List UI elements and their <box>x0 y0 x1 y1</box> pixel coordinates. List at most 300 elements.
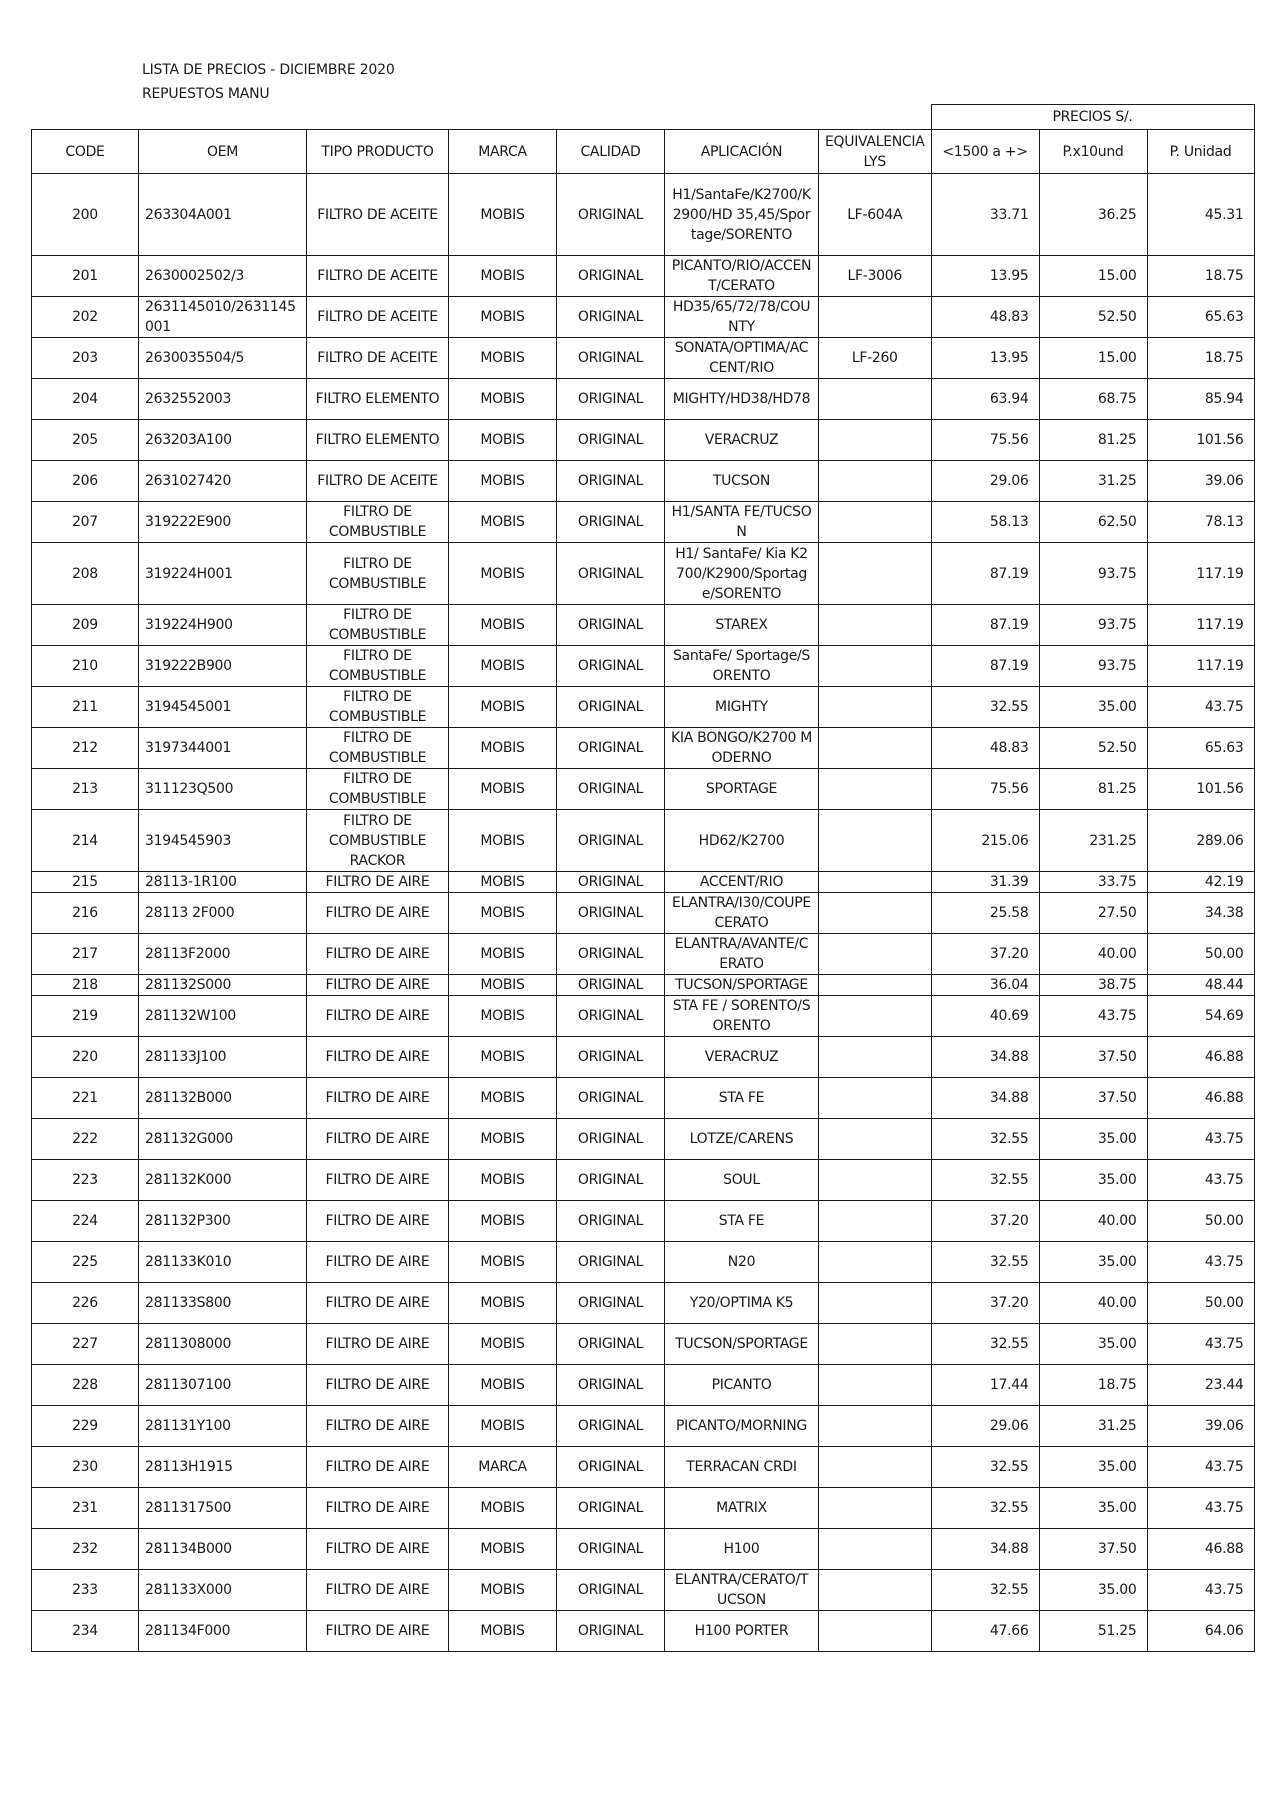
cell-oem: 2811317500 <box>139 1488 307 1529</box>
cell-equivalencia <box>819 1570 932 1611</box>
cell-price-unit: 117.19 <box>1147 605 1254 646</box>
cell-code: 218 <box>32 975 139 996</box>
cell-code: 232 <box>32 1529 139 1570</box>
cell-aplicacion: PICANTO/RIO/ACCENT/CERATO <box>665 256 819 297</box>
cell-code: 231 <box>32 1488 139 1529</box>
cell-equivalencia: LF-604A <box>819 174 932 256</box>
cell-price-unit: 43.75 <box>1147 1324 1254 1365</box>
cell-code: 225 <box>32 1242 139 1283</box>
cell-equivalencia <box>819 872 932 893</box>
cell-tipo: FILTRO DE AIRE <box>307 1283 449 1324</box>
cell-tipo: FILTRO DE COMBUSTIBLE <box>307 543 449 605</box>
table-row <box>32 1406 1255 1447</box>
cell-price-1500: 48.83 <box>931 728 1039 769</box>
table-row <box>32 1447 1255 1488</box>
cell-price-x10: 93.75 <box>1039 543 1147 605</box>
cell-tipo: FILTRO DE AIRE <box>307 1447 449 1488</box>
cell-aplicacion: ELANTRA/CERATO/TUCSON <box>665 1570 819 1611</box>
cell-price-1500: 40.69 <box>931 996 1039 1037</box>
cell-oem: 319222E900 <box>139 502 307 543</box>
cell-marca: MOBIS <box>449 338 557 379</box>
cell-marca: MOBIS <box>449 379 557 420</box>
cell-price-unit: 289.06 <box>1147 810 1254 872</box>
table-row <box>32 1570 1255 1611</box>
cell-oem: 281132K000 <box>139 1160 307 1201</box>
cell-price-unit: 65.63 <box>1147 728 1254 769</box>
cell-marca: MOBIS <box>449 605 557 646</box>
cell-calidad: ORIGINAL <box>557 543 665 605</box>
cell-price-1500: 32.55 <box>931 687 1039 728</box>
cell-code: 201 <box>32 256 139 297</box>
cell-marca: MOBIS <box>449 975 557 996</box>
cell-price-x10: 37.50 <box>1039 1078 1147 1119</box>
cell-oem: 319222B900 <box>139 646 307 687</box>
cell-price-x10: 81.25 <box>1039 420 1147 461</box>
cell-price-unit: 101.56 <box>1147 420 1254 461</box>
cell-code: 223 <box>32 1160 139 1201</box>
cell-price-unit: 117.19 <box>1147 646 1254 687</box>
column-header-price-1500: <1500 a +> <box>931 130 1039 174</box>
cell-tipo: FILTRO DE ACEITE <box>307 461 449 502</box>
cell-marca: MOBIS <box>449 174 557 256</box>
cell-price-x10: 81.25 <box>1039 769 1147 810</box>
cell-tipo: FILTRO DE AIRE <box>307 996 449 1037</box>
cell-equivalencia <box>819 379 932 420</box>
cell-code: 206 <box>32 461 139 502</box>
cell-calidad: ORIGINAL <box>557 872 665 893</box>
cell-code: 228 <box>32 1365 139 1406</box>
cell-marca: MOBIS <box>449 1570 557 1611</box>
cell-price-unit: 43.75 <box>1147 1119 1254 1160</box>
cell-calidad: ORIGINAL <box>557 1611 665 1652</box>
column-header-aplicacion: APLICACIÓN <box>665 130 819 174</box>
cell-marca: MOBIS <box>449 769 557 810</box>
cell-price-x10: 52.50 <box>1039 728 1147 769</box>
column-header-tipo-producto: TIPO PRODUCTO <box>307 130 449 174</box>
cell-oem: 28113H1915 <box>139 1447 307 1488</box>
cell-calidad: ORIGINAL <box>557 996 665 1037</box>
cell-aplicacion: ACCENT/RIO <box>665 872 819 893</box>
cell-marca: MOBIS <box>449 1037 557 1078</box>
cell-code: 207 <box>32 502 139 543</box>
document-header <box>142 58 395 106</box>
cell-oem: 281133S800 <box>139 1283 307 1324</box>
cell-calidad: ORIGINAL <box>557 975 665 996</box>
cell-calidad: ORIGINAL <box>557 810 665 872</box>
cell-oem: 3194545001 <box>139 687 307 728</box>
cell-price-x10: 35.00 <box>1039 1447 1147 1488</box>
cell-price-x10: 52.50 <box>1039 297 1147 338</box>
cell-tipo: FILTRO DE ACEITE <box>307 297 449 338</box>
cell-price-x10: 93.75 <box>1039 605 1147 646</box>
cell-aplicacion: H1/SANTA FE/TUCSON <box>665 502 819 543</box>
cell-marca: MOBIS <box>449 934 557 975</box>
cell-price-1500: 31.39 <box>931 872 1039 893</box>
cell-price-x10: 15.00 <box>1039 338 1147 379</box>
cell-price-1500: 75.56 <box>931 420 1039 461</box>
cell-price-unit: 50.00 <box>1147 934 1254 975</box>
cell-equivalencia <box>819 810 932 872</box>
cell-equivalencia <box>819 1447 932 1488</box>
cell-code: 214 <box>32 810 139 872</box>
cell-tipo: FILTRO DE AIRE <box>307 1365 449 1406</box>
cell-price-unit: 43.75 <box>1147 1570 1254 1611</box>
cell-code: 226 <box>32 1283 139 1324</box>
cell-tipo: FILTRO DE AIRE <box>307 1242 449 1283</box>
cell-price-x10: 231.25 <box>1039 810 1147 872</box>
cell-code: 216 <box>32 893 139 934</box>
cell-aplicacion: STA FE / SORENTO/SORENTO <box>665 996 819 1037</box>
cell-aplicacion: H100 PORTER <box>665 1611 819 1652</box>
cell-price-x10: 36.25 <box>1039 174 1147 256</box>
table-row <box>32 1488 1255 1529</box>
cell-tipo: FILTRO ELEMENTO <box>307 420 449 461</box>
cell-price-1500: 87.19 <box>931 646 1039 687</box>
precios-group-header: PRECIOS S/. <box>931 105 1254 130</box>
cell-oem: 281133K010 <box>139 1242 307 1283</box>
cell-marca: MARCA <box>449 1447 557 1488</box>
cell-tipo: FILTRO DE AIRE <box>307 1529 449 1570</box>
cell-price-unit: 50.00 <box>1147 1201 1254 1242</box>
cell-tipo: FILTRO DE COMBUSTIBLE <box>307 728 449 769</box>
cell-oem: 281133X000 <box>139 1570 307 1611</box>
cell-price-1500: 34.88 <box>931 1529 1039 1570</box>
cell-price-x10: 40.00 <box>1039 1201 1147 1242</box>
cell-equivalencia <box>819 975 932 996</box>
cell-price-unit: 46.88 <box>1147 1529 1254 1570</box>
cell-tipo: FILTRO DE COMBUSTIBLE <box>307 605 449 646</box>
cell-marca: MOBIS <box>449 420 557 461</box>
table-row <box>32 1611 1255 1652</box>
cell-price-x10: 40.00 <box>1039 1283 1147 1324</box>
table-row <box>32 543 1255 605</box>
table-row <box>32 502 1255 543</box>
cell-equivalencia <box>819 728 932 769</box>
cell-oem: 281132W100 <box>139 996 307 1037</box>
cell-aplicacion: MIGHTY/HD38/HD78 <box>665 379 819 420</box>
cell-price-1500: 25.58 <box>931 893 1039 934</box>
cell-price-unit: 46.88 <box>1147 1037 1254 1078</box>
table-row <box>32 1529 1255 1570</box>
cell-price-unit: 46.88 <box>1147 1078 1254 1119</box>
cell-calidad: ORIGINAL <box>557 769 665 810</box>
table-row <box>32 934 1255 975</box>
cell-equivalencia <box>819 996 932 1037</box>
cell-oem: 263203A100 <box>139 420 307 461</box>
cell-price-x10: 31.25 <box>1039 461 1147 502</box>
cell-code: 230 <box>32 1447 139 1488</box>
cell-calidad: ORIGINAL <box>557 1406 665 1447</box>
cell-calidad: ORIGINAL <box>557 1283 665 1324</box>
cell-price-x10: 93.75 <box>1039 646 1147 687</box>
cell-tipo: FILTRO DE AIRE <box>307 1406 449 1447</box>
cell-equivalencia <box>819 893 932 934</box>
table-row <box>32 461 1255 502</box>
cell-calidad: ORIGINAL <box>557 1078 665 1119</box>
cell-equivalencia <box>819 1529 932 1570</box>
cell-equivalencia <box>819 1160 932 1201</box>
cell-marca: MOBIS <box>449 1242 557 1283</box>
cell-price-unit: 117.19 <box>1147 543 1254 605</box>
cell-price-1500: 17.44 <box>931 1365 1039 1406</box>
cell-price-unit: 48.44 <box>1147 975 1254 996</box>
cell-aplicacion: PICANTO <box>665 1365 819 1406</box>
cell-price-x10: 37.50 <box>1039 1529 1147 1570</box>
cell-oem: 2631145010/2631145001 <box>139 297 307 338</box>
cell-tipo: FILTRO DE AIRE <box>307 1119 449 1160</box>
table-row <box>32 297 1255 338</box>
cell-oem: 319224H001 <box>139 543 307 605</box>
cell-price-x10: 33.75 <box>1039 872 1147 893</box>
cell-price-unit: 43.75 <box>1147 1160 1254 1201</box>
cell-price-1500: 58.13 <box>931 502 1039 543</box>
cell-price-x10: 15.00 <box>1039 256 1147 297</box>
cell-code: 210 <box>32 646 139 687</box>
cell-marca: MOBIS <box>449 1283 557 1324</box>
cell-tipo: FILTRO DE COMBUSTIBLE <box>307 502 449 543</box>
cell-price-unit: 42.19 <box>1147 872 1254 893</box>
table-row <box>32 687 1255 728</box>
column-header-price-x10: P.x10und <box>1039 130 1147 174</box>
cell-price-unit: 34.38 <box>1147 893 1254 934</box>
cell-price-unit: 23.44 <box>1147 1365 1254 1406</box>
cell-calidad: ORIGINAL <box>557 1570 665 1611</box>
cell-tipo: FILTRO DE ACEITE <box>307 338 449 379</box>
cell-calidad: ORIGINAL <box>557 297 665 338</box>
cell-oem: 2630002502/3 <box>139 256 307 297</box>
document-subtitle: REPUESTOS MANU <box>142 86 270 102</box>
table-row <box>32 810 1255 872</box>
cell-oem: 3194545903 <box>139 810 307 872</box>
table-row <box>32 1160 1255 1201</box>
cell-calidad: ORIGINAL <box>557 1365 665 1406</box>
column-header-marca: MARCA <box>449 130 557 174</box>
cell-calidad: ORIGINAL <box>557 461 665 502</box>
cell-equivalencia <box>819 934 932 975</box>
cell-price-1500: 34.88 <box>931 1078 1039 1119</box>
table-row <box>32 420 1255 461</box>
cell-equivalencia <box>819 420 932 461</box>
cell-aplicacion: H100 <box>665 1529 819 1570</box>
cell-tipo: FILTRO DE COMBUSTIBLE <box>307 687 449 728</box>
cell-equivalencia: LF-260 <box>819 338 932 379</box>
table-row <box>32 1242 1255 1283</box>
cell-calidad: ORIGINAL <box>557 1488 665 1529</box>
cell-calidad: ORIGINAL <box>557 256 665 297</box>
cell-price-1500: 87.19 <box>931 605 1039 646</box>
cell-price-1500: 48.83 <box>931 297 1039 338</box>
cell-equivalencia <box>819 769 932 810</box>
cell-equivalencia <box>819 1488 932 1529</box>
table-row <box>32 893 1255 934</box>
cell-price-unit: 50.00 <box>1147 1283 1254 1324</box>
table-row <box>32 256 1255 297</box>
cell-aplicacion: KIA BONGO/K2700 MODERNO <box>665 728 819 769</box>
cell-calidad: ORIGINAL <box>557 1119 665 1160</box>
table-row <box>32 1119 1255 1160</box>
cell-price-x10: 35.00 <box>1039 1570 1147 1611</box>
group-header-row <box>32 105 1255 130</box>
cell-price-1500: 37.20 <box>931 934 1039 975</box>
cell-equivalencia <box>819 1242 932 1283</box>
table-row <box>32 1283 1255 1324</box>
table-row <box>32 728 1255 769</box>
cell-code: 208 <box>32 543 139 605</box>
cell-calidad: ORIGINAL <box>557 379 665 420</box>
cell-oem: 3197344001 <box>139 728 307 769</box>
cell-equivalencia <box>819 297 932 338</box>
cell-tipo: FILTRO DE AIRE <box>307 1324 449 1365</box>
cell-oem: 281132G000 <box>139 1119 307 1160</box>
cell-code: 213 <box>32 769 139 810</box>
cell-oem: 2811307100 <box>139 1365 307 1406</box>
cell-oem: 2632552003 <box>139 379 307 420</box>
cell-price-unit: 85.94 <box>1147 379 1254 420</box>
price-table <box>31 104 1255 1652</box>
cell-price-unit: 18.75 <box>1147 256 1254 297</box>
cell-equivalencia <box>819 1037 932 1078</box>
cell-marca: MOBIS <box>449 256 557 297</box>
cell-price-unit: 39.06 <box>1147 1406 1254 1447</box>
cell-oem: 28113 2F000 <box>139 893 307 934</box>
cell-marca: MOBIS <box>449 646 557 687</box>
cell-marca: MOBIS <box>449 872 557 893</box>
cell-price-x10: 35.00 <box>1039 1119 1147 1160</box>
cell-equivalencia <box>819 1283 932 1324</box>
cell-aplicacion: Y20/OPTIMA K5 <box>665 1283 819 1324</box>
cell-calidad: ORIGINAL <box>557 1529 665 1570</box>
cell-calidad: ORIGINAL <box>557 420 665 461</box>
cell-price-1500: 32.55 <box>931 1324 1039 1365</box>
table-row <box>32 1201 1255 1242</box>
cell-code: 219 <box>32 996 139 1037</box>
cell-oem: 263304A001 <box>139 174 307 256</box>
cell-tipo: FILTRO DE AIRE <box>307 1160 449 1201</box>
cell-oem: 281132S000 <box>139 975 307 996</box>
cell-code: 233 <box>32 1570 139 1611</box>
cell-equivalencia: LF-3006 <box>819 256 932 297</box>
cell-equivalencia <box>819 543 932 605</box>
cell-price-x10: 40.00 <box>1039 934 1147 975</box>
cell-price-x10: 27.50 <box>1039 893 1147 934</box>
cell-code: 217 <box>32 934 139 975</box>
cell-equivalencia <box>819 1365 932 1406</box>
cell-price-x10: 35.00 <box>1039 687 1147 728</box>
cell-oem: 281133J100 <box>139 1037 307 1078</box>
cell-oem: 2631027420 <box>139 461 307 502</box>
cell-marca: MOBIS <box>449 1406 557 1447</box>
cell-aplicacion: H1/ SantaFe/ Kia K2700/K2900/Sportage/SORENTO <box>665 543 819 605</box>
cell-calidad: ORIGINAL <box>557 502 665 543</box>
cell-calidad: ORIGINAL <box>557 1160 665 1201</box>
table-row <box>32 1324 1255 1365</box>
cell-price-unit: 43.75 <box>1147 1242 1254 1283</box>
cell-aplicacion: SantaFe/ Sportage/SORENTO <box>665 646 819 687</box>
cell-oem: 319224H900 <box>139 605 307 646</box>
cell-aplicacion: VERACRUZ <box>665 1037 819 1078</box>
cell-price-x10: 38.75 <box>1039 975 1147 996</box>
cell-price-x10: 35.00 <box>1039 1324 1147 1365</box>
cell-equivalencia <box>819 1119 932 1160</box>
cell-aplicacion: VERACRUZ <box>665 420 819 461</box>
cell-price-unit: 18.75 <box>1147 338 1254 379</box>
cell-tipo: FILTRO DE AIRE <box>307 1037 449 1078</box>
cell-aplicacion: ELANTRA/I30/COUPE CERATO <box>665 893 819 934</box>
cell-tipo: FILTRO DE COMBUSTIBLE RACKOR <box>307 810 449 872</box>
cell-price-x10: 43.75 <box>1039 996 1147 1037</box>
table-row <box>32 872 1255 893</box>
cell-aplicacion: MIGHTY <box>665 687 819 728</box>
cell-price-1500: 33.71 <box>931 174 1039 256</box>
cell-price-1500: 32.55 <box>931 1488 1039 1529</box>
cell-marca: MOBIS <box>449 1160 557 1201</box>
cell-marca: MOBIS <box>449 543 557 605</box>
cell-price-x10: 18.75 <box>1039 1365 1147 1406</box>
cell-calidad: ORIGINAL <box>557 1242 665 1283</box>
cell-marca: MOBIS <box>449 1365 557 1406</box>
cell-marca: MOBIS <box>449 1529 557 1570</box>
cell-price-1500: 75.56 <box>931 769 1039 810</box>
cell-code: 200 <box>32 174 139 256</box>
cell-price-1500: 32.55 <box>931 1242 1039 1283</box>
document-title: LISTA DE PRECIOS - DICIEMBRE 2020 <box>142 62 395 78</box>
cell-oem: 281131Y100 <box>139 1406 307 1447</box>
cell-aplicacion: N20 <box>665 1242 819 1283</box>
cell-code: 221 <box>32 1078 139 1119</box>
cell-aplicacion: TUCSON/SPORTAGE <box>665 975 819 996</box>
cell-marca: MOBIS <box>449 1201 557 1242</box>
cell-tipo: FILTRO DE AIRE <box>307 872 449 893</box>
cell-equivalencia <box>819 646 932 687</box>
cell-code: 211 <box>32 687 139 728</box>
cell-price-unit: 43.75 <box>1147 1447 1254 1488</box>
cell-equivalencia <box>819 1201 932 1242</box>
cell-price-x10: 51.25 <box>1039 1611 1147 1652</box>
table-row <box>32 338 1255 379</box>
cell-aplicacion: HD62/K2700 <box>665 810 819 872</box>
cell-equivalencia <box>819 461 932 502</box>
cell-tipo: FILTRO DE COMBUSTIBLE <box>307 769 449 810</box>
cell-oem: 311123Q500 <box>139 769 307 810</box>
cell-code: 224 <box>32 1201 139 1242</box>
cell-price-unit: 78.13 <box>1147 502 1254 543</box>
cell-equivalencia <box>819 1611 932 1652</box>
cell-price-1500: 37.20 <box>931 1283 1039 1324</box>
cell-price-x10: 35.00 <box>1039 1488 1147 1529</box>
cell-code: 229 <box>32 1406 139 1447</box>
column-header-price-unit: P. Unidad <box>1147 130 1254 174</box>
cell-price-x10: 37.50 <box>1039 1037 1147 1078</box>
cell-aplicacion: SOUL <box>665 1160 819 1201</box>
cell-price-1500: 29.06 <box>931 1406 1039 1447</box>
cell-price-x10: 62.50 <box>1039 502 1147 543</box>
cell-price-unit: 101.56 <box>1147 769 1254 810</box>
cell-calidad: ORIGINAL <box>557 1324 665 1365</box>
cell-oem: 281132P300 <box>139 1201 307 1242</box>
cell-marca: MOBIS <box>449 810 557 872</box>
cell-aplicacion: TERRACAN CRDI <box>665 1447 819 1488</box>
cell-aplicacion: STAREX <box>665 605 819 646</box>
cell-tipo: FILTRO DE AIRE <box>307 1570 449 1611</box>
cell-marca: MOBIS <box>449 687 557 728</box>
table-row <box>32 1037 1255 1078</box>
cell-tipo: FILTRO DE AIRE <box>307 893 449 934</box>
cell-marca: MOBIS <box>449 461 557 502</box>
cell-aplicacion: MATRIX <box>665 1488 819 1529</box>
table-row <box>32 174 1255 256</box>
table-row <box>32 1078 1255 1119</box>
cell-aplicacion: LOTZE/CARENS <box>665 1119 819 1160</box>
